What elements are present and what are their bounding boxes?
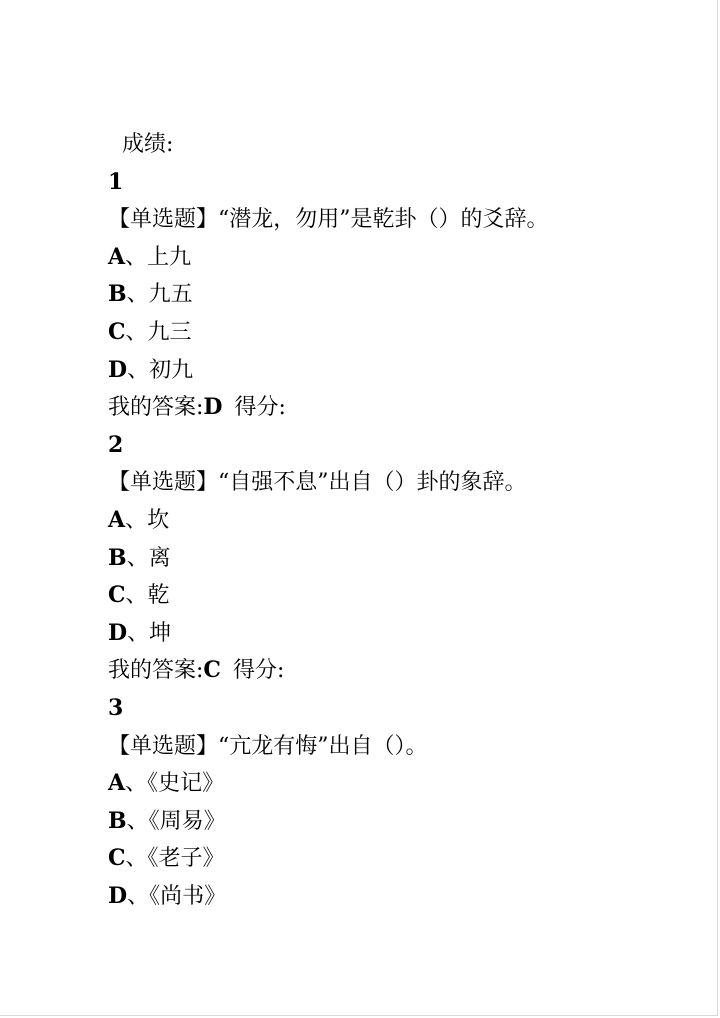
option-separator: 、: [125, 244, 148, 270]
question-number: 3: [108, 694, 124, 721]
option-a: [108, 502, 688, 540]
option-d: [108, 352, 688, 390]
option-letter: C: [108, 845, 126, 872]
option-b: [108, 803, 688, 841]
option-separator: 、: [125, 319, 148, 345]
option-b: [108, 276, 688, 314]
option-a: [108, 239, 688, 277]
score-label: 成绩:: [122, 132, 174, 157]
option-text: 九三: [147, 319, 192, 345]
option-separator: 、: [126, 282, 149, 308]
option-text: 《周易》: [148, 808, 226, 834]
score-label: 得分:: [234, 395, 286, 421]
option-separator: 、: [127, 620, 150, 646]
option-c: [108, 314, 688, 352]
answer-label: 我的答案:: [108, 658, 204, 684]
option-c: [108, 840, 688, 878]
option-d: [108, 615, 688, 653]
question-number: 1: [108, 168, 124, 195]
option-c: [108, 577, 688, 615]
question-stem: 【单选题】“亢龙有悔”出自（）。: [108, 733, 428, 759]
option-separator: 、: [127, 357, 150, 383]
option-text: 《史记》: [147, 771, 225, 797]
option-text: 《老子》: [147, 846, 225, 872]
answer-label: 我的答案:: [108, 395, 204, 421]
option-separator: 、: [126, 808, 149, 834]
option-text: 上九: [147, 244, 192, 270]
option-letter: D: [108, 882, 128, 909]
option-letter: D: [108, 619, 128, 646]
option-letter: C: [108, 318, 126, 345]
option-separator: 、: [125, 771, 148, 797]
option-separator: 、: [125, 846, 148, 872]
option-letter: B: [108, 544, 127, 571]
question-number: 2: [108, 431, 124, 458]
option-separator: 、: [125, 583, 148, 609]
option-letter: C: [108, 582, 126, 609]
score-label: 得分:: [232, 658, 285, 684]
option-d: [108, 878, 688, 916]
option-separator: 、: [126, 545, 149, 571]
option-text: 乾: [147, 583, 170, 609]
option-letter: B: [108, 807, 127, 834]
option-text: 坤: [149, 620, 172, 646]
option-letter: A: [108, 243, 126, 270]
option-text: 《尚书》: [149, 883, 227, 909]
option-text: 九五: [148, 282, 193, 308]
option-text: 初九: [149, 357, 194, 383]
option-letter: B: [108, 281, 127, 308]
quiz-content: [108, 126, 688, 915]
question-stem: 【单选题】“潜龙，勿用”是乾卦（）的爻辞。: [108, 207, 549, 233]
option-text: 离: [148, 545, 171, 571]
option-b: [108, 540, 688, 578]
answer-row: [108, 389, 688, 427]
option-text: 坎: [147, 507, 170, 533]
answer-row: [108, 652, 688, 690]
question-stem: 【单选题】“自强不息”出自（）卦的象辞。: [108, 470, 527, 496]
answer-value: D: [203, 394, 223, 421]
option-letter: D: [108, 356, 128, 383]
option-a: [108, 765, 688, 803]
option-letter: A: [108, 770, 126, 797]
option-separator: 、: [127, 883, 150, 909]
answer-value: C: [203, 657, 221, 684]
option-letter: A: [108, 506, 126, 533]
option-separator: 、: [125, 507, 148, 533]
